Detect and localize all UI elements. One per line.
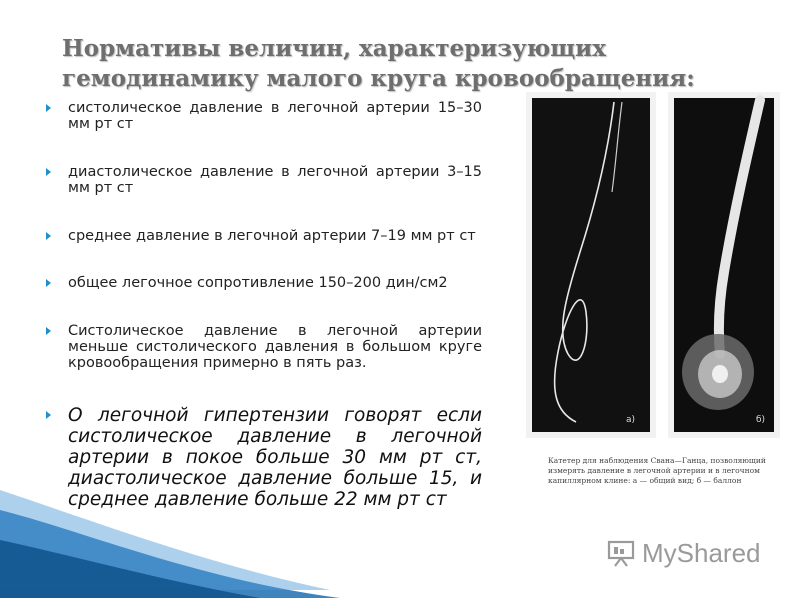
bullet-arrow-icon xyxy=(46,104,51,112)
bullet-arrow-icon xyxy=(46,232,51,240)
bullet-arrow-icon xyxy=(46,279,51,287)
bullet-text: О легочной гипертензии говорят если систолическое давление в легочной артерии в покое больше 30 мм рт ст, диастолическое давление больше 15, и среднее давление больше 22 мм рт ст xyxy=(68,405,482,510)
bullet-text: систолическое давление в легочной артерии 15–30 мм рт ст xyxy=(68,100,482,132)
bullet-arrow-icon xyxy=(46,327,51,335)
bullet-arrow-icon xyxy=(46,168,51,176)
catheter-photo-a xyxy=(526,92,656,438)
bullet-text: общее легочное сопротивление 150–200 дин/см2 xyxy=(68,275,448,291)
decorative-wave xyxy=(0,470,340,600)
bullet-text: диастолическое давление в легочной артерии 3–15 мм рт ст xyxy=(68,164,482,196)
bullet-item xyxy=(46,228,482,244)
bullet-item xyxy=(46,275,482,291)
photo-label-b: б) xyxy=(756,415,766,425)
bullet-item xyxy=(46,164,482,196)
myshared-watermark xyxy=(606,538,761,568)
catheter-photo-b xyxy=(668,92,780,438)
bullet-item xyxy=(46,323,482,371)
bullet-text: Систолическое давление в легочной артерии меньше систолического давления в большом круге кровообращения примерно в пять раз. xyxy=(68,323,482,371)
bullet-item xyxy=(46,100,482,132)
bullet-text: среднее давление в легочной артерии 7–19 мм рт ст xyxy=(68,228,476,244)
bullet-list xyxy=(46,100,482,510)
photo-label-a: а) xyxy=(626,415,636,425)
watermark-text: MyShared xyxy=(642,537,761,568)
slide-title: Нормативы величин, характеризующих гемодинамику малого круга кровообращения: xyxy=(62,35,695,92)
bullet-arrow-icon xyxy=(46,411,51,419)
presentation-icon xyxy=(606,538,636,568)
figure-caption: Катетер для наблюдения Свана—Ганца, позволяющий измерять давление в легочной артерии и в легочном капиллярном клине: а — общий вид; б — баллон xyxy=(548,456,766,485)
